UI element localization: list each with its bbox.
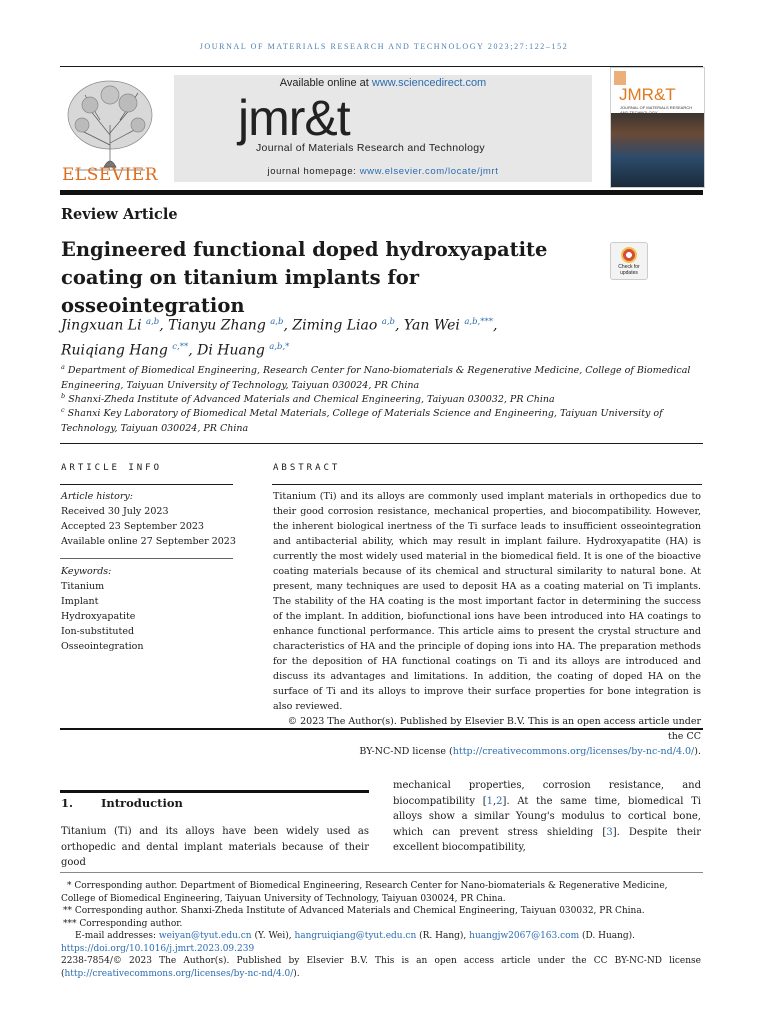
authors-line-1 (61, 312, 701, 337)
abstract-body (273, 489, 701, 759)
section-heading: Introduction (101, 796, 183, 810)
intro-left-column: Titanium (Ti) and its alloys have been widely used as orthopedic and dental implant materials because of their good (61, 826, 369, 868)
author-affiliation-marker[interactable]: a,b (146, 317, 160, 327)
author-name[interactable]: Di Huang (197, 342, 270, 359)
cover-publisher-icon (614, 71, 626, 85)
email-addresses: E-mail addresses: weiyan@tyut.edu.cn (Y. Wei), hangruiqiang@tyut.edu.cn (R. Hang), huangjw2067@163.com (D. Huang). (75, 931, 636, 941)
email-link-huang[interactable]: huangjw2067@163.com (469, 931, 580, 941)
affiliation-a: $^a$ Department of Biomedical Engineering, Research Center for Nano-biomaterials & Regenerative Medicine, College of Biomedical Engineering, Taiyuan University of Technology, Taiyuan 030024, PR China (61, 363, 691, 391)
journal-logo: jmr&t (238, 90, 350, 146)
author-list (61, 312, 701, 361)
article-type: Review Article (61, 206, 178, 223)
footnote-license-link[interactable]: http://creativecommons.org/licenses/by-nc-nd/4.0/ (64, 968, 294, 979)
keyword-item: Hydroxyapatite (61, 611, 136, 622)
keyword-item: Titanium (61, 581, 105, 592)
online-date: Available online 27 September 2023 (61, 536, 236, 547)
corresponding-author-1: * Corresponding author. Department of Biomedical Engineering, Research Center for Nano-biomaterials & Regenerative Medicine, College of Biomedical Engineering, Taiyuan University of Technology, Taiyuan 030024, PR China. (61, 881, 668, 904)
keywords-label: Keywords: (61, 566, 112, 577)
abstract-license-line: BY-NC-ND license (http://creativecommons.org/licenses/by-nc-nd/4.0/). (359, 746, 701, 757)
author-name[interactable]: Yan Wei (403, 317, 465, 334)
accepted-date: Accepted 23 September 2023 (61, 521, 204, 532)
article-history-label: Article history: (61, 491, 133, 502)
section-number: 1. (61, 796, 74, 810)
author-separator: , (159, 317, 169, 334)
cover-subtitle: JOURNAL OF MATERIALS RESEARCH AND TECHNOLOGY (620, 105, 693, 115)
elsevier-wordmark[interactable]: ELSEVIER (62, 165, 158, 185)
header-rule (60, 66, 703, 67)
abstract-rule (272, 484, 702, 485)
author-separator: , (492, 317, 498, 334)
author-name[interactable]: Ziming Liao (292, 317, 382, 334)
author-separator: , (394, 317, 404, 334)
author-separator: , (283, 317, 293, 334)
keywords-rule (60, 558, 233, 559)
authors-line-2 (61, 337, 701, 362)
email-link-hang[interactable]: hangruiqiang@tyut.edu.cn (294, 931, 417, 941)
license-footnote: 2238-7854/© 2023 The Author(s). Published by Elsevier B.V. This is an open access article under the CC BY-NC-ND license (http://creativecommons.org/licenses/by-nc-nd/4.0/). (61, 956, 701, 979)
intro-right-column: mechanical properties, corrosion resistance, and biocompatibility [1,2]. At the same time, biomedical Ti alloys show a similar Young's modulus to cortical bone, which can prevent stress shielding [3]. Despite their excellent biocompatibility, (393, 780, 701, 853)
author-name[interactable]: Tianyu Zhang (168, 317, 271, 334)
author-affiliation-marker[interactable]: a,b,*** (464, 317, 493, 327)
email-link-wei[interactable]: weiyan@tyut.edu.cn (158, 931, 252, 941)
check-for-updates-button[interactable]: Check for updates (610, 242, 648, 280)
author-name[interactable]: Jingxuan Li (61, 317, 147, 334)
citation-link[interactable]: 2 (496, 795, 503, 807)
keyword-item: Ion-substituted (61, 626, 135, 637)
journal-homepage: journal homepage: www.elsevier.com/locate/jmrt (267, 166, 499, 177)
cover-title: JMR&T (619, 85, 676, 104)
received-date: Received 30 July 2023 (61, 506, 169, 517)
journal-full-name: Journal of Materials Research and Technology (256, 142, 485, 154)
banner-bottom-rule (60, 190, 703, 195)
keyword-item: Osseointegration (61, 641, 144, 652)
keyword-item: Implant (61, 596, 99, 607)
affiliation-rule (60, 443, 703, 444)
affiliation-b: $^b$ Shanxi-Zheda Institute of Advanced Materials and Chemical Engineering, Taiyuan 030032, PR China (61, 392, 555, 406)
license-link[interactable]: http://creativecommons.org/licenses/by-nc-nd/4.0/ (452, 746, 695, 757)
author-affiliation-marker[interactable]: c,** (172, 341, 189, 352)
sciencedirect-link[interactable]: www.sciencedirect.com (371, 77, 487, 89)
citation-link[interactable]: 3 (606, 826, 613, 838)
running-header: JOURNAL OF MATERIALS RESEARCH AND TECHNOLOGY 2023;27:122–152 (199, 42, 569, 51)
doi-link[interactable]: https://doi.org/10.1016/j.jmrt.2023.09.239 (61, 943, 255, 954)
abstract-bottom-rule (60, 728, 703, 730)
corresponding-author-2: ** Corresponding author. Shanxi-Zheda Institute of Advanced Materials and Chemical Engineering, Taiyuan 030032, PR China. (63, 906, 645, 916)
crossmark-icon (621, 247, 637, 263)
abstract-text: Titanium (Ti) and its alloys are commonly used implant materials in orthopedics due to their good corrosion resistance, mechanical properties, and biocompatibility. However, the inherent biological inertness of the Ti surface leads to insufficient osseointegration and antibacterial ability, which may result in implant failure. Hydroxyapatite (HA) is currently the most widely used material in the biomedical field. It is one of the bioactive coating materials because of its chemical and structural similarity to natural bone. At present, many techniques are used to deposit HA as a coating material on Ti implants. The stability of the HA coating is the most important factor in determining the success of the implant. In addition, biofunctional ions have been introduced into HA coatings to enhance functional performance. This article aims to present the crystal structure and characteristics of HA and the principle of doping ions into HA. The preparation methods for the deposition of HA functional coatings on Ti and its alloys are introduced and discuss its advantages and limitations. In addition, the coating of doped HA on the surface of Ti and its alloys to improve their surface properties for bone integration is also reviewed. (273, 491, 701, 712)
affiliation-c: $^c$ Shanxi Key Laboratory of Biomedical Metal Materials, College of Materials Science and Engineering, Taiyuan University of Technology, Taiyuan 030024, PR China (61, 406, 663, 434)
author-affiliation-marker[interactable]: a,b (270, 317, 284, 327)
footnotes (61, 880, 701, 980)
corresponding-author-3: *** Corresponding author. (63, 918, 183, 929)
article-info-rule (60, 484, 233, 485)
article-info-heading: ARTICLE INFO (61, 463, 163, 473)
abstract-copyright-line: © 2023 The Author(s). Published by Elsevier B.V. This is an open access article under the CC (287, 716, 701, 742)
footnote-rule (60, 872, 703, 873)
author-name[interactable]: Ruiqiang Hang (61, 342, 173, 359)
author-affiliation-marker[interactable]: a,b (381, 317, 395, 327)
homepage-link[interactable]: www.elsevier.com/locate/jmrt (359, 166, 499, 177)
available-online: Available online at www.sciencedirect.com (279, 77, 487, 89)
abstract-heading: ABSTRACT (273, 463, 341, 473)
intro-rule (60, 790, 369, 793)
journal-cover-image[interactable] (610, 67, 705, 188)
article-title: Engineered functional doped hydroxyapatite coating on titanium implants for osseointegration (61, 238, 548, 317)
citation-link[interactable]: 1 (486, 795, 493, 807)
author-affiliation-marker[interactable]: a,b,* (269, 341, 290, 352)
author-separator: , (188, 342, 198, 359)
